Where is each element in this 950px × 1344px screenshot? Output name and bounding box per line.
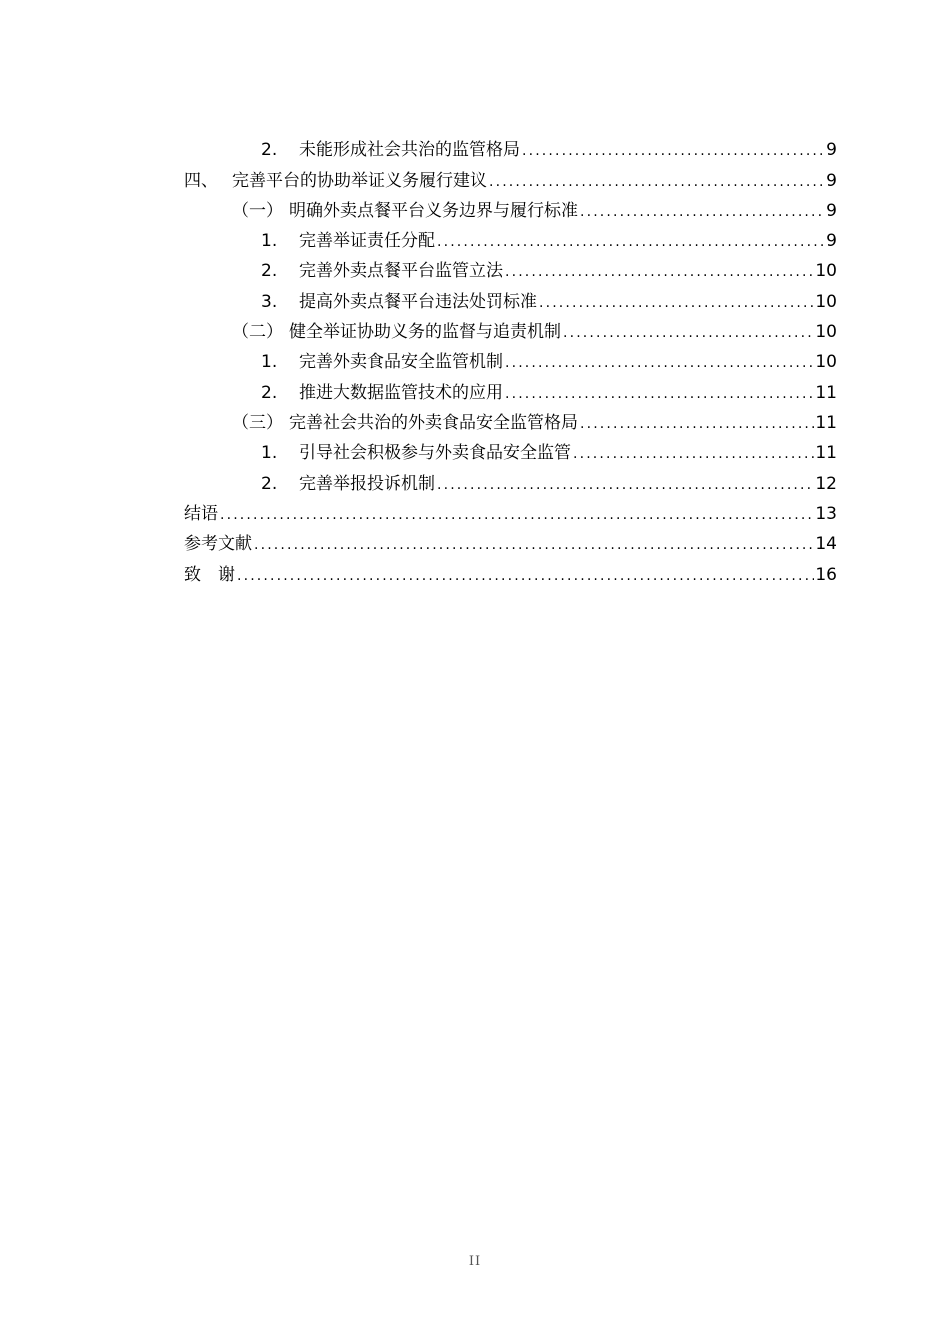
toc-entry-page: 11 — [815, 383, 837, 403]
toc-entry[interactable] — [0, 350, 950, 374]
toc-entry[interactable] — [0, 502, 950, 526]
toc-entry-page: 14 — [815, 534, 837, 554]
toc-entry[interactable] — [0, 138, 950, 162]
toc-entry-title: 健全举证协助义务的监督与追责机制 — [289, 322, 561, 342]
toc-entry[interactable] — [0, 229, 950, 253]
toc-entry-number: （一） — [232, 201, 283, 221]
toc-entry-number: 1. — [261, 352, 278, 372]
toc-entry[interactable] — [0, 290, 950, 314]
dot-leader — [573, 442, 814, 466]
toc-entry-number: 四、 — [184, 171, 218, 191]
dot-leader — [237, 564, 814, 588]
toc-entry[interactable] — [0, 320, 950, 344]
toc-entry-title: 结语 — [184, 504, 218, 524]
toc-entry-page: 9 — [826, 231, 837, 251]
toc-entry-title: 完善平台的协助举证义务履行建议 — [232, 171, 487, 191]
dot-leader — [437, 230, 825, 254]
toc-entry[interactable] — [0, 169, 950, 193]
dot-leader — [505, 382, 814, 406]
dot-leader — [489, 170, 825, 194]
toc-entry-page: 10 — [815, 292, 837, 312]
toc-entry-title: 未能形成社会共治的监管格局 — [299, 140, 520, 160]
page-number: II — [468, 1254, 482, 1269]
toc-entry-number: 2. — [261, 383, 278, 403]
toc-entry-page: 11 — [815, 413, 837, 433]
toc-entry-title: 引导社会积极参与外卖食品安全监管 — [299, 443, 571, 463]
toc-entry-title: 完善社会共治的外卖食品安全监管格局 — [289, 413, 578, 433]
toc-entry-number: 3. — [261, 292, 278, 312]
toc-entry[interactable] — [0, 199, 950, 223]
toc-entry-number: 2. — [261, 474, 278, 494]
dot-leader — [505, 260, 814, 284]
toc-entry[interactable] — [0, 259, 950, 283]
dot-leader — [220, 503, 814, 527]
toc-entry-title: 完善举报投诉机制 — [299, 474, 435, 494]
toc-entry-title: 推进大数据监管技术的应用 — [299, 383, 503, 403]
toc-entry[interactable] — [0, 563, 950, 587]
toc-entry[interactable] — [0, 411, 950, 435]
toc-entry-number: 2. — [261, 140, 278, 160]
table-of-contents — [0, 0, 950, 600]
dot-leader — [563, 321, 814, 345]
toc-entry-page: 10 — [815, 352, 837, 372]
toc-entry-title: 明确外卖点餐平台义务边界与履行标准 — [289, 201, 578, 221]
toc-entry-title: 提高外卖点餐平台违法处罚标准 — [299, 292, 537, 312]
toc-entry-title: 参考文献 — [184, 534, 252, 554]
dot-leader — [437, 473, 814, 497]
dot-leader — [539, 291, 814, 315]
toc-entry-title: 完善外卖食品安全监管机制 — [299, 352, 503, 372]
toc-entry-page: 16 — [815, 565, 837, 585]
toc-entry-number: （二） — [232, 322, 283, 342]
toc-entry-title: 致 谢 — [184, 565, 235, 585]
toc-entry-page: 13 — [815, 504, 837, 524]
toc-entry-title: 完善外卖点餐平台监管立法 — [299, 261, 503, 281]
toc-entry-page: 9 — [826, 140, 837, 160]
toc-entry-number: （三） — [232, 413, 283, 433]
toc-entry-number: 1. — [261, 231, 278, 251]
toc-entry-title: 完善举证责任分配 — [299, 231, 435, 251]
toc-entry-page: 9 — [826, 171, 837, 191]
dot-leader — [254, 533, 814, 557]
toc-entry-page: 11 — [815, 443, 837, 463]
toc-entry[interactable] — [0, 532, 950, 556]
toc-entry-page: 10 — [815, 322, 837, 342]
toc-entry[interactable] — [0, 441, 950, 465]
toc-entry-number: 2. — [261, 261, 278, 281]
toc-entry-page: 9 — [826, 201, 837, 221]
dot-leader — [522, 139, 825, 163]
toc-entry[interactable] — [0, 381, 950, 405]
dot-leader — [580, 412, 814, 436]
toc-entry-page: 10 — [815, 261, 837, 281]
dot-leader — [505, 351, 814, 375]
toc-entry-page: 12 — [815, 474, 837, 494]
toc-entry[interactable] — [0, 472, 950, 496]
toc-entry-number: 1. — [261, 443, 278, 463]
dot-leader — [580, 200, 825, 224]
